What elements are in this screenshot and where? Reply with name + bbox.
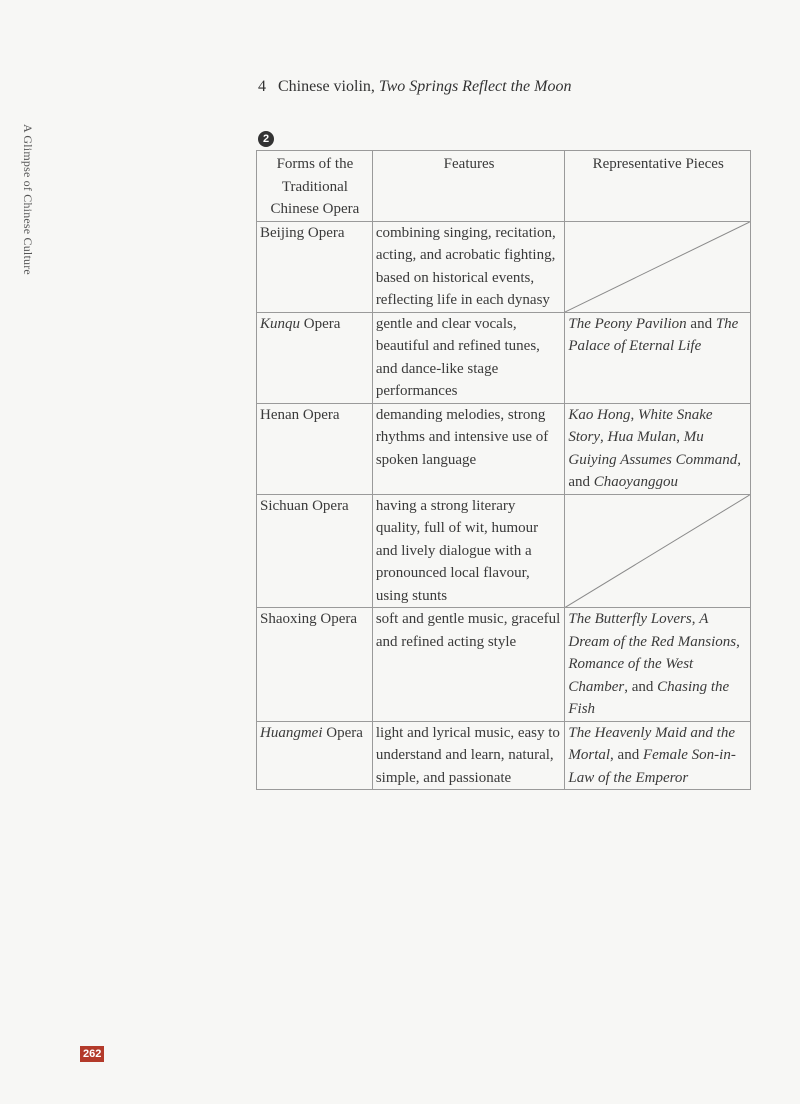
piece-separator: and [686, 315, 716, 332]
opera-table [256, 150, 751, 790]
table-row [257, 494, 751, 608]
features-cell: gentle and clear vocals, beautiful and refined tunes, and dance-like stage performances [372, 312, 565, 403]
opera-form-text: Beijing Opera [260, 224, 345, 241]
piece-title: Female Son-in-Law of the Emperor [568, 747, 736, 786]
table-row [257, 312, 751, 403]
pieces-cell [565, 608, 751, 722]
table-row [257, 721, 751, 790]
header-forms: Forms of the Traditional Chinese Opera [257, 151, 373, 222]
pieces-cell [565, 312, 751, 403]
opera-form-cell [257, 721, 373, 790]
opera-form-text: Shaoxing Opera [260, 611, 358, 627]
opera-form-cell [257, 312, 373, 403]
opera-form-text: Huangmei [260, 724, 323, 741]
header-features: Features [372, 151, 565, 222]
heading-title: Two Springs Reflect the Moon [378, 78, 572, 95]
piece-separator: , and [610, 747, 643, 763]
piece-title: White Snake Story [568, 406, 713, 445]
piece-separator: , and [568, 451, 741, 490]
opera-form-text: Opera [322, 724, 363, 741]
diagonal-strike [565, 495, 750, 608]
opera-form-cell [257, 494, 373, 608]
running-title: A Glimpse of Chinese Culture [21, 124, 35, 275]
heading [258, 78, 571, 96]
piece-title: Chasing the Fish [568, 678, 730, 717]
piece-separator: , [691, 611, 700, 627]
section-marker: 2 [258, 131, 274, 147]
page-number: 262 [80, 1046, 104, 1062]
heading-number: 4 [258, 78, 266, 95]
piece-separator: , [630, 406, 638, 423]
diagonal-strike [565, 222, 750, 312]
piece-title: Chaoyanggou [593, 474, 678, 490]
features-cell: having a strong literary quality, full of wit, humour and lively dialogue with a pronounced local flavour, using stunts [372, 494, 565, 608]
table-row [257, 403, 751, 494]
table-row [257, 608, 751, 722]
empty-pieces-cell [565, 221, 751, 312]
piece-title: Mu Guiying Assumes Command [568, 429, 738, 468]
opera-form-text: Opera [300, 315, 341, 332]
opera-form-cell [257, 403, 373, 494]
piece-separator: , [736, 633, 740, 650]
opera-form-text: Sichuan Opera [260, 497, 349, 514]
empty-pieces-cell [565, 494, 751, 608]
table-header-row [257, 151, 751, 222]
piece-separator: , [676, 429, 684, 445]
pieces-cell [565, 721, 751, 790]
piece-title: Kao Hong [568, 406, 631, 423]
features-cell: soft and gentle music, graceful and refined acting style [372, 608, 565, 722]
opera-form-text: Kunqu [260, 315, 301, 332]
features-cell: combining singing, recitation, acting, and acrobatic fighting, based on historical events, reflecting life in each dynasy [372, 221, 565, 312]
piece-separator: , [600, 429, 608, 445]
piece-title: The Peony Pavilion [568, 315, 687, 332]
piece-title: Hua Mulan [607, 429, 677, 445]
opera-form-cell [257, 221, 373, 312]
piece-title: The Heavenly Maid and the Mortal [568, 724, 735, 763]
piece-title: The Palace of Eternal Life [568, 315, 739, 354]
features-cell: demanding melodies, strong rhythms and intensive use of spoken language [372, 403, 565, 494]
heading-prefix: Chinese violin, [278, 78, 375, 95]
piece-title: Romance of the West Chamber [568, 656, 694, 695]
piece-separator: , and [624, 678, 658, 695]
table-row [257, 221, 751, 312]
opera-form-cell [257, 608, 373, 722]
features-cell: light and lyrical music, easy to understand and learn, natural, simple, and passionate [372, 721, 565, 790]
opera-form-text: Henan Opera [260, 406, 340, 423]
piece-title: A Dream of the Red Mansions [568, 611, 737, 650]
pieces-cell [565, 403, 751, 494]
header-pieces: Representative Pieces [565, 151, 751, 222]
piece-title: The Butterfly Lovers [568, 611, 692, 627]
